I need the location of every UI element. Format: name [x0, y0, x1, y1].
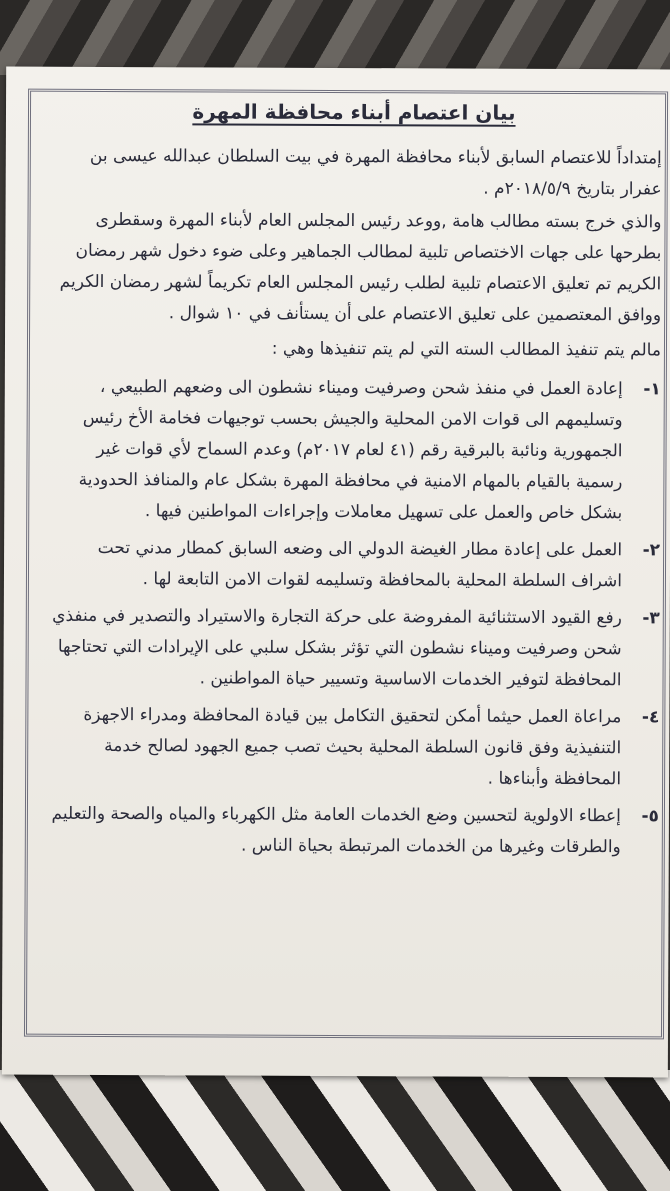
demand-text: رفع القيود الاستثنائية المفروضة على حركة التجارة والاستيراد والتصدير في منفذي شحن وصرفيت وميناء نشطون التي تؤثر بشكل سلبي على الإيرادات التي تحتاجها المحافظة لتوفير الخدمات الاساسية وتسيير حياة المواطنين . [52, 605, 622, 691]
demand-number: ٥- [641, 806, 659, 827]
document-page [2, 67, 670, 1078]
demands-lead: مالم يتم تنفيذ المطالب السته التي لم يتم تنفيذها وهي : [271, 338, 662, 361]
demand-item-2 [44, 533, 660, 598]
document-body [43, 95, 662, 870]
demand-item-4 [43, 700, 659, 796]
demand-number: ٣- [642, 608, 660, 629]
demand-number: ٤- [641, 707, 660, 728]
demand-number: ٢- [642, 540, 661, 561]
background-fabric-bottom [0, 1070, 670, 1191]
demand-text: إعطاء الاولوية لتحسين وضع الخدمات العامة مثل الكهرباء والمياه والصحة والتعليم والطرقات وغيرها من الخدمات المرتبطة بحياة الناس . [51, 803, 621, 858]
demand-text: مراعاة العمل حيثما أمكن لتحقيق التكامل بين قيادة المحافظة ومدراء الاجهزة التنفيذية وفق قانون السلطة المحلية بحيث تصب جميع الجهود لصالح خدمة المحافظة وأبناءها . [83, 704, 622, 790]
intro-paragraph: إمتداداً للاعتصام السابق لأبناء محافظة المهرة في بيت السلطان عبدالله عيسى بن عفرار بتاريخ ٢٠١٨/٥/٩م . [89, 145, 662, 200]
demand-item-3 [43, 601, 659, 697]
demand-number: ١- [643, 379, 661, 400]
demand-text: العمل على إعادة مطار الغيضة الدولي الى وضعه السابق كمطار مدني تحت اشراف السلطة المحلية بالمحافظة وتسليمه لقوات الامن التابعة لها . [97, 537, 623, 592]
demand-text: إعادة العمل في منفذ شحن وصرفيت وميناء نشطون الى وضعهم الطبيعي ، وتسليمهم الى قوات الامن المحلية والجيش بحسب توجيهات فخامة الأخ رئيس الجمهورية ونائبة بالبرقية رقم (٤١ لعام ٢٠١٧م) وعدم السماح لأي قوات غير رسمية بالقيام بالمهام الامنية في محافظة المهرة بشكل عام والمنافذ الحدودية بشكل خاص والعمل على تسهيل معاملات وإجراءات المواطنين فيها . [78, 376, 623, 524]
document-title: بيان اعتصام أبناء محافظة المهرة [192, 99, 516, 125]
demand-item-1 [44, 372, 661, 530]
background-fabric-top [0, 0, 670, 75]
main-paragraph: والذي خرج بسته مطالب هامة ,ووعد رئيس المجلس العام لأبناء المهرة وسقطرى بطرحها على جهات الاختصاص تلبية لمطالب الجماهير وعلى ضوء دخول شهر رمضان الكريم تم تعليق الاعتصام تلبية لطلب رئيس المجلس العام تكريماً لشهر رمضان الكريم ووافق المعتصمين على تعليق الاعتصام على أن يستأنف في ١٠ شوال . [59, 209, 662, 326]
demand-item-5 [43, 799, 659, 864]
